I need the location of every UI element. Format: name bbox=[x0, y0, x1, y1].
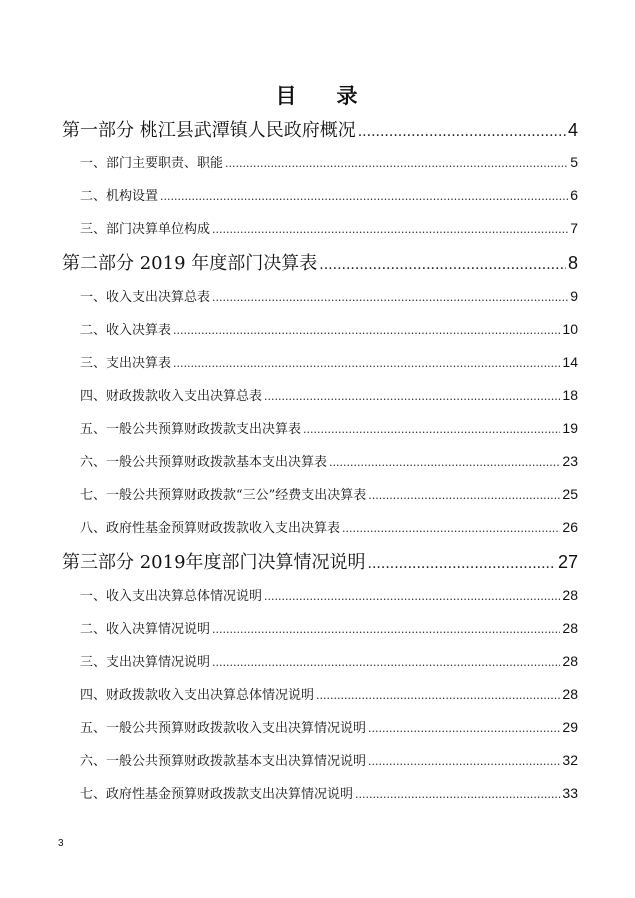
toc-entry-label: 一、部门主要职责、职能 bbox=[80, 156, 224, 171]
toc-entry-page: 9 bbox=[570, 288, 578, 304]
toc-entry-label: 第一部分 桃江县武潭镇人民政府概况 bbox=[62, 120, 356, 141]
toc-entry-label: 四、财政拨款收入支出决算总表 bbox=[80, 389, 263, 404]
dot-leader bbox=[212, 623, 560, 636]
toc-entry[interactable] bbox=[80, 152, 578, 171]
toc-entry-label: 二、收入决算情况说明 bbox=[80, 622, 211, 637]
dot-leader bbox=[368, 722, 560, 735]
toc-entry-label: 二、收入决算表 bbox=[80, 323, 172, 338]
toc-entry-page: 23 bbox=[562, 453, 578, 469]
toc-entry-label: 三、支出决算情况说明 bbox=[80, 655, 211, 670]
toc-entry-part-2[interactable] bbox=[62, 249, 578, 275]
dot-leader bbox=[264, 590, 560, 603]
toc-entry-page: 25 bbox=[562, 486, 578, 502]
toc-title-part1: 目 bbox=[275, 84, 299, 108]
toc-title bbox=[0, 80, 635, 110]
toc-entry-label: 八、政府性基金预算财政拨款收入支出决算表 bbox=[80, 521, 341, 536]
toc-entry-page: 27 bbox=[557, 552, 578, 572]
toc-entry-part-1[interactable] bbox=[62, 116, 578, 142]
toc-entry[interactable] bbox=[80, 783, 578, 802]
toc-entry[interactable] bbox=[80, 418, 578, 437]
toc-entry[interactable] bbox=[80, 750, 578, 769]
dot-leader bbox=[319, 257, 566, 273]
toc-entry-label: 六、一般公共预算财政拨款基本支出决算表 bbox=[80, 455, 328, 470]
dot-leader bbox=[160, 190, 568, 203]
toc-entry[interactable] bbox=[80, 517, 578, 536]
toc-entry[interactable] bbox=[80, 218, 578, 237]
toc-title-part2: 录 bbox=[336, 84, 360, 108]
toc-entry-page: 28 bbox=[562, 587, 578, 603]
toc-entry[interactable] bbox=[80, 484, 578, 503]
toc-entry-label: 一、收入支出决算总体情况说明 bbox=[80, 589, 263, 604]
toc-entry-page: 32 bbox=[562, 752, 578, 768]
dot-leader bbox=[316, 689, 560, 702]
dot-leader bbox=[368, 755, 560, 768]
dot-leader bbox=[303, 423, 560, 436]
toc-entry-page: 14 bbox=[562, 354, 578, 370]
toc-entry-page: 28 bbox=[562, 620, 578, 636]
toc-entry-page: 4 bbox=[567, 120, 578, 140]
toc-entry-label: 三、支出决算表 bbox=[80, 356, 172, 371]
toc-entry-page: 10 bbox=[562, 321, 578, 337]
toc-entry-label: 第三部分 2019年度部门决算情况说明 bbox=[62, 552, 366, 573]
toc-entry[interactable] bbox=[80, 585, 578, 604]
dot-leader bbox=[212, 291, 568, 304]
toc-entry-label: 二、机构设置 bbox=[80, 189, 159, 204]
toc-entry-label: 六、一般公共预算财政拨款基本支出决算情况说明 bbox=[80, 754, 367, 769]
toc-entry-label: 五、一般公共预算财政拨款收入支出决算情况说明 bbox=[80, 721, 367, 736]
toc-entry-label: 五、一般公共预算财政拨款支出决算表 bbox=[80, 422, 302, 437]
toc-entry[interactable] bbox=[80, 684, 578, 703]
dot-leader bbox=[342, 522, 560, 535]
toc-entry[interactable] bbox=[80, 352, 578, 371]
toc-entry-page: 8 bbox=[567, 253, 578, 273]
toc-entry[interactable] bbox=[80, 319, 578, 338]
dot-leader bbox=[264, 390, 560, 403]
toc-entry[interactable] bbox=[80, 185, 578, 204]
dot-leader bbox=[358, 124, 566, 140]
toc-entry-page: 26 bbox=[562, 519, 578, 535]
dot-leader bbox=[212, 223, 568, 236]
dot-leader bbox=[212, 656, 560, 669]
toc-entry-label: 四、财政拨款收入支出决算总体情况说明 bbox=[80, 688, 315, 703]
toc-entry[interactable] bbox=[80, 451, 578, 470]
dot-leader bbox=[173, 324, 560, 337]
toc-entry-page: 6 bbox=[570, 187, 578, 203]
toc-entry[interactable] bbox=[80, 618, 578, 637]
toc-entry-page: 28 bbox=[562, 686, 578, 702]
dot-leader bbox=[355, 788, 560, 801]
toc-entry-label: 七、政府性基金预算财政拨款支出决算情况说明 bbox=[80, 787, 354, 802]
toc-entry-label: 一、收入支出决算总表 bbox=[80, 290, 211, 305]
toc-entry-page: 5 bbox=[570, 154, 578, 170]
dot-leader bbox=[368, 489, 560, 502]
toc-entry[interactable] bbox=[80, 385, 578, 404]
toc-entry-label: 第二部分 2019 年度部门决算表 bbox=[62, 253, 318, 274]
toc-entry-label: 三、部门决算单位构成 bbox=[80, 222, 211, 237]
toc-entry-page: 7 bbox=[570, 220, 578, 236]
toc-entry-page: 33 bbox=[562, 785, 578, 801]
dot-leader bbox=[329, 456, 560, 469]
dot-leader bbox=[368, 556, 556, 572]
toc-entry[interactable] bbox=[80, 286, 578, 305]
toc-entry[interactable] bbox=[80, 651, 578, 670]
toc-entry-page: 19 bbox=[562, 420, 578, 436]
toc-entry-label: 七、一般公共预算财政拨款“三公”经费支出决算表 bbox=[80, 488, 367, 503]
toc-entry-page: 28 bbox=[562, 653, 578, 669]
dot-leader bbox=[225, 157, 568, 170]
toc-entry-page: 18 bbox=[562, 387, 578, 403]
toc-entry[interactable] bbox=[80, 717, 578, 736]
page-number: 3 bbox=[58, 838, 64, 849]
toc-entry-part-3[interactable] bbox=[62, 548, 578, 574]
dot-leader bbox=[173, 357, 560, 370]
toc-entry-page: 29 bbox=[562, 719, 578, 735]
